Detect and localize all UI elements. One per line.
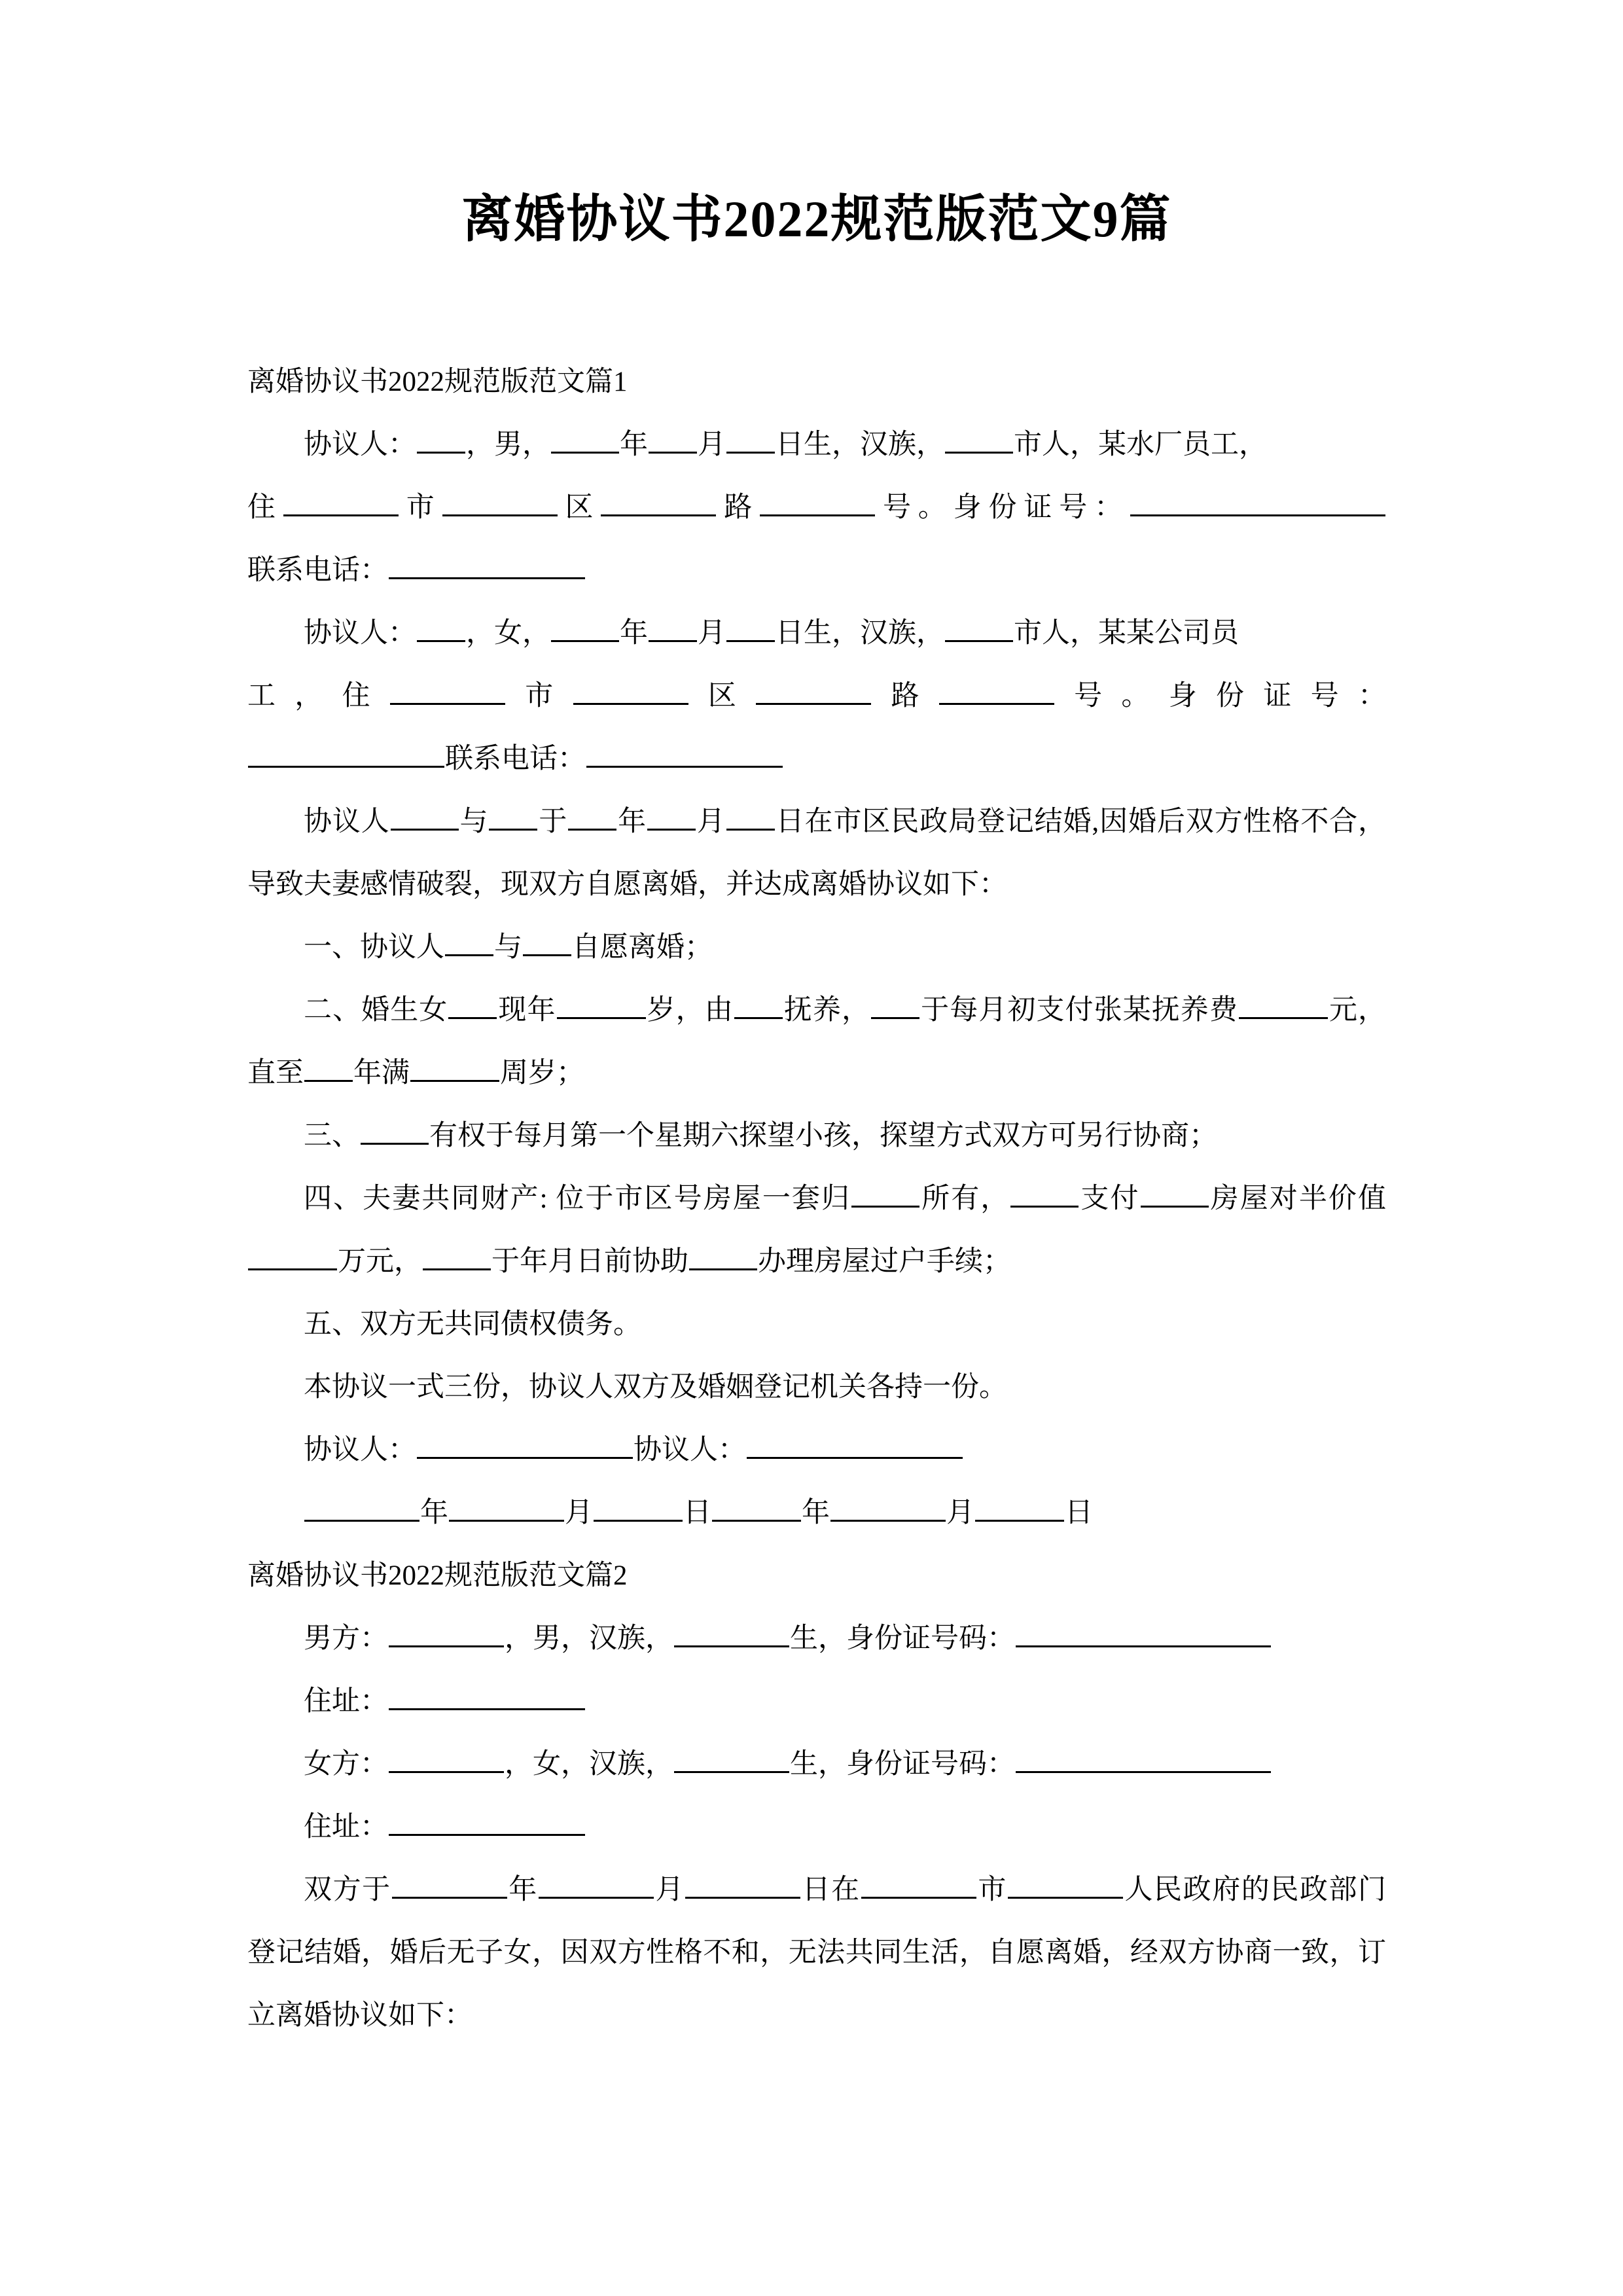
clause2-label: 二、婚生女 (304, 994, 448, 1026)
blank-s2-reg-day[interactable] (685, 1870, 800, 1899)
blank-female-birth-day[interactable] (726, 613, 775, 642)
blank-until-age[interactable] (410, 1053, 499, 1082)
date-year-label-1: 年 (420, 1497, 448, 1528)
blank-female-name[interactable] (417, 613, 465, 642)
section-heading-2: 离婚协议书2022规范版范文篇2 (247, 1560, 628, 1591)
date-month-label-1: 月 (565, 1497, 593, 1528)
blank-transfer-assisted[interactable] (689, 1242, 757, 1270)
label-marriage-year: 年 (617, 806, 647, 837)
party-female-gender: ，女， (466, 617, 550, 649)
blank-s2-female-birth[interactable] (674, 1744, 789, 1773)
label-male-occupation: 市人，某水厂员工， (1014, 429, 1267, 460)
party-female-line (247, 602, 1386, 665)
clause2-tail: 周岁； (500, 1057, 584, 1088)
blank-support-amount[interactable] (1239, 990, 1328, 1019)
s2-female-label: 女方： (304, 1748, 388, 1780)
blank-marriage-year[interactable] (568, 802, 616, 831)
label-month: 月 (698, 429, 726, 460)
blank-clause1-party2[interactable] (523, 927, 571, 956)
section-heading-1: 离婚协议书2022规范版范文篇1 (247, 366, 628, 397)
party-female-label: 协议人： (304, 617, 416, 649)
clause4-label: 四、夫妻共同财产: 位于市区号房屋一套归 (304, 1183, 851, 1214)
label-district: 区 (558, 492, 601, 523)
clause1-and: 与 (494, 931, 522, 963)
s2-day-label: 日在 (801, 1874, 861, 1905)
label-id-no: 号。身份证号： (876, 492, 1130, 523)
section2-male-line (247, 1607, 1386, 1670)
s2-male-mid: ，男，汉族， (505, 1623, 673, 1654)
sign-label-1: 协议人： (304, 1434, 416, 1465)
blank-female-road[interactable] (756, 676, 871, 705)
marriage-registration-paragraph (247, 791, 1386, 916)
label-year: 年 (620, 429, 648, 460)
label-and: 与 (459, 806, 489, 837)
section2-female-line (247, 1733, 1386, 1796)
blank-male-birth-day[interactable] (726, 425, 775, 454)
marriage-tail-text: 日在市区民政局登记结婚,因婚后双方性格不合，导致夫妻感情破裂，现双方自愿离婚，并达成离婚协议如下： (247, 806, 1387, 900)
blank-female-phone[interactable] (586, 739, 783, 768)
label-agreement-party: 协议人 (304, 806, 390, 837)
blank-male-birth-year[interactable] (551, 425, 619, 454)
clause-5: 五、双方无共同债权债务。 (304, 1308, 641, 1340)
label-day-ethnic-f: 日生，汉族， (776, 617, 944, 649)
blank-date-month-1[interactable] (449, 1493, 564, 1522)
label-hao-f: 号。 (1054, 680, 1169, 711)
party-male-gender: ，男， (466, 429, 550, 460)
blank-signature-2[interactable] (747, 1430, 963, 1459)
sign-label-2: 协议人： (633, 1434, 746, 1465)
clause-1 (247, 916, 1386, 979)
blank-marriage-month[interactable] (647, 802, 696, 831)
clause4-assist: 于年月日前协助 (491, 1246, 688, 1277)
blank-s2-male-address[interactable] (389, 1681, 585, 1710)
blank-male-phone[interactable] (389, 550, 585, 579)
blank-female-birth-month[interactable] (649, 613, 697, 642)
blank-transfer-party[interactable] (423, 1242, 491, 1270)
blank-custodian[interactable] (734, 990, 783, 1019)
label-female-occupation: 市人，某某公司员 (1014, 617, 1239, 649)
blank-marriage-party2[interactable] (489, 802, 537, 831)
party-female-address-line (247, 665, 1386, 728)
s2-month-label: 月 (654, 1874, 685, 1905)
s2-city-label: 市 (976, 1874, 1007, 1905)
blank-female-id-value[interactable] (248, 739, 444, 768)
s2-male-label: 男方： (304, 1623, 388, 1654)
blank-female-city[interactable] (945, 613, 1013, 642)
clause-3 (247, 1105, 1386, 1168)
blank-male-road[interactable] (601, 488, 716, 516)
blank-s2-female-id[interactable] (1016, 1744, 1271, 1773)
blank-marriage-day[interactable] (726, 802, 775, 831)
blank-male-number[interactable] (760, 488, 875, 516)
blank-date-year-1[interactable] (304, 1493, 419, 1522)
blank-male-birth-month[interactable] (649, 425, 697, 454)
blank-payer[interactable] (871, 990, 919, 1019)
blank-male-district[interactable] (442, 488, 558, 516)
clause1-label: 一、协议人 (304, 931, 444, 963)
blank-house-value[interactable] (248, 1242, 337, 1270)
clause-4 (247, 1168, 1386, 1293)
label-year-f: 年 (620, 617, 648, 649)
label-phone-f: 联系电话： (445, 743, 586, 774)
s2-female-addr-label: 住址： (304, 1811, 388, 1842)
label-month-f: 月 (698, 617, 726, 649)
blank-s2-reg-city[interactable] (861, 1870, 976, 1899)
blank-s2-male-name[interactable] (389, 1619, 504, 1647)
date-day-label-2: 日 (1065, 1497, 1093, 1528)
s2-female-mid: ，女，汉族， (505, 1748, 673, 1780)
blank-s2-male-birth[interactable] (674, 1619, 789, 1647)
blank-female-district[interactable] (573, 676, 688, 705)
copies-statement: 本协议一式三份，协议人双方及婚姻登记机关各持一份。 (304, 1371, 1007, 1403)
party-female-phone-line (247, 728, 1386, 791)
blank-marriage-party1[interactable] (391, 802, 459, 831)
s2-both-label: 双方于 (304, 1874, 391, 1905)
s2-male-birth-label: 生，身份证号码： (790, 1623, 1015, 1654)
party-male-label: 协议人： (304, 429, 416, 460)
clause2-pay-text: 于每月初支付张某抚养费 (920, 994, 1238, 1026)
blank-female-birth-year[interactable] (551, 613, 619, 642)
signature-row (247, 1419, 1386, 1482)
s2-tail-text: 人民政府的民政部门登记结婚，婚后无子女，因双方性格不和，无法共同生活，自愿离婚，经双方协商一致，订立离婚协议如下： (247, 1874, 1387, 2031)
label-reside-f: 住 (342, 680, 389, 711)
clause2-until: 年满 (353, 1057, 410, 1088)
blank-payer-house[interactable] (1010, 1179, 1079, 1208)
blank-house-owner[interactable] (851, 1179, 919, 1208)
blank-until-year[interactable] (304, 1053, 353, 1082)
page-title: 离婚协议书2022规范版范文9篇 (461, 190, 1172, 247)
label-marriage-month: 月 (696, 806, 726, 837)
blank-date-day-2[interactable] (975, 1493, 1064, 1522)
blank-s2-reg-month[interactable] (539, 1870, 654, 1899)
clause4-wanyuan: 万元， (338, 1246, 422, 1277)
blank-child-age[interactable] (557, 990, 646, 1019)
party-male-line (247, 414, 1386, 476)
section2-registration-paragraph (247, 1859, 1386, 2047)
blank-payee-house[interactable] (1141, 1179, 1209, 1208)
clause4-tail: 办理房屋过户手续； (758, 1246, 1011, 1277)
blank-signature-1[interactable] (417, 1430, 633, 1459)
s2-female-birth-label: 生，身份证号码： (790, 1748, 1015, 1780)
blank-date-year-2[interactable] (712, 1493, 801, 1522)
clause3-label: 三、 (304, 1120, 360, 1151)
signature-date-row (247, 1482, 1386, 1545)
blank-s2-reg-district[interactable] (1008, 1870, 1123, 1899)
label-district-f: 区 (688, 680, 756, 711)
blank-s2-female-name[interactable] (389, 1744, 504, 1773)
clause4-pay: 支付 (1079, 1183, 1140, 1214)
label-road: 路 (717, 492, 760, 523)
label-day-ethnic: 日生，汉族， (776, 429, 944, 460)
clause2-age-label: 现年 (497, 994, 556, 1026)
blank-s2-reg-year[interactable] (392, 1870, 507, 1899)
label-at: 于 (538, 806, 568, 837)
party-male-phone-line (247, 539, 1386, 602)
label-female-worker: 工， (247, 680, 342, 711)
label-phone: 联系电话： (247, 554, 388, 586)
blank-date-month-2[interactable] (830, 1493, 946, 1522)
document-content (247, 0, 1386, 2047)
blank-male-city2[interactable] (283, 488, 399, 516)
clause2-yuan: 元，直至 (247, 994, 1387, 1088)
clause2-by: 岁，由 (646, 994, 734, 1026)
party-male-address-line (247, 476, 1386, 539)
blank-female-number[interactable] (939, 676, 1054, 705)
blank-child-name[interactable] (448, 990, 497, 1019)
blank-female-city2[interactable] (390, 676, 505, 705)
s2-male-addr-label: 住址： (304, 1685, 388, 1717)
blank-s2-female-address[interactable] (389, 1807, 585, 1836)
blank-clause1-party1[interactable] (445, 927, 493, 956)
blank-male-id[interactable] (1130, 488, 1385, 516)
label-city-f: 市 (505, 680, 573, 711)
date-day-label-1: 日 (683, 1497, 711, 1528)
blank-visitation-party[interactable] (361, 1116, 429, 1145)
blank-male-name[interactable] (417, 425, 465, 454)
blank-s2-male-id[interactable] (1016, 1619, 1271, 1647)
date-month-label-2: 月 (946, 1497, 974, 1528)
clause4-own: 所有， (920, 1183, 1010, 1214)
s2-year-label: 年 (507, 1874, 538, 1905)
blank-date-day-1[interactable] (594, 1493, 683, 1522)
clause4-value-label: 房屋对半价值 (1209, 1183, 1387, 1214)
label-female-id: 身份证号： (1168, 680, 1386, 711)
label-road-f: 路 (872, 680, 938, 711)
date-year-label-2: 年 (802, 1497, 830, 1528)
label-city: 市 (399, 492, 442, 523)
clause-2 (247, 979, 1386, 1105)
section2-male-address (247, 1670, 1386, 1733)
clause2-raise: 抚养， (783, 994, 871, 1026)
section2-female-address (247, 1796, 1386, 1859)
blank-male-city[interactable] (945, 425, 1013, 454)
clause3-tail: 有权于每月第一个星期六探望小孩，探望方式双方可另行协商； (429, 1120, 1217, 1151)
clause1-tail: 自愿离婚； (572, 931, 713, 963)
label-reside: 住 (247, 492, 283, 523)
